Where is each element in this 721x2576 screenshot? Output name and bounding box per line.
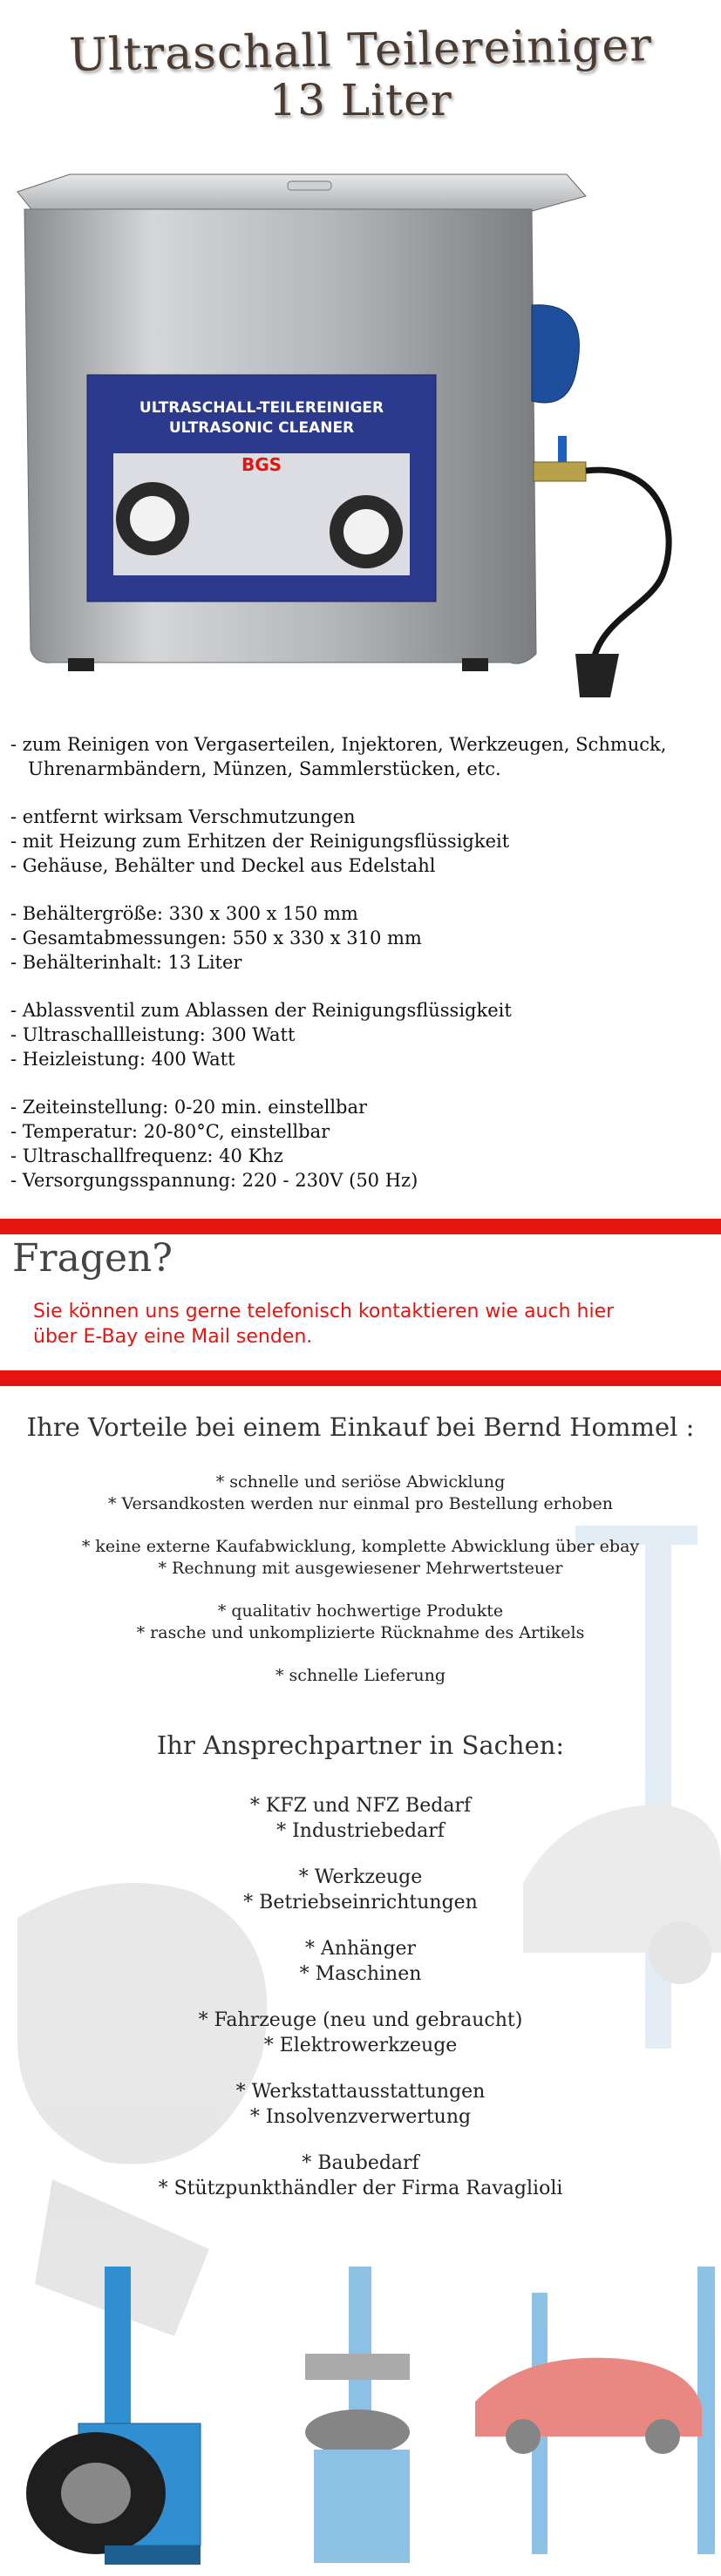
feature-item: - Gehäuse, Behälter und Deckel aus Edelstahl [10,855,436,876]
fragen-line: über E-Bay eine Mail senden. [33,1326,313,1348]
partner-item: * Werkstattausstattungen [235,2081,486,2103]
partner-item: * Baubedarf [302,2152,419,2174]
vorteil-item: * schnelle Lieferung [275,1666,446,1685]
brand-logo: BGS [241,454,282,475]
partner-item: * Fahrzeuge (neu und gebraucht) [198,2009,523,2031]
feature-item: - Gesamtabmessungen: 550 x 330 x 310 mm [10,928,422,948]
fragen-text [33,1299,614,1349]
page-title-line1: Ultraschall Teilereiniger [68,19,653,82]
feature-item: - Ultraschallleistung: 300 Watt [10,1024,296,1045]
fragen-line: Sie können uns gerne telefonisch kontaktieren wie auch hier [33,1301,615,1322]
page-title-line2: 13 Liter [269,75,452,126]
vorteile-list [0,1472,721,1687]
partner-item: * Werkzeuge [298,1866,423,1888]
partner-list [0,1793,721,2201]
partner-item: * Maschinen [299,1963,422,1985]
feature-item: Uhrenarmbändern, Münzen, Sammlerstücken, etc. [10,758,501,779]
ultrasonic-cleaner-image [0,166,721,697]
feature-item: - Temperatur: 20-80°C, einstellbar [10,1121,330,1142]
vorteil-item: * qualitativ hochwertige Produkte [217,1601,504,1621]
fragen-heading: Fragen? [12,1236,173,1281]
panel-label-en: ULTRASONIC CLEANER [168,419,355,437]
feature-item: - Behältergröße: 330 x 300 x 150 mm [10,903,358,924]
workshop-machines-image [0,2249,721,2576]
partner-item: * Stützpunkthändler der Firma Ravaglioli [158,2178,563,2199]
vorteil-item: * Rechnung mit ausgewiesener Mehrwertsteuer [158,1559,563,1578]
partner-item: * Betriebseinrichtungen [243,1892,478,1913]
partner-item: * Anhänger [304,1938,417,1960]
feature-list [10,732,717,1193]
vorteile-heading: Ihre Vorteile bei einem Einkauf bei Bernd Hommel : [26,1412,695,1442]
feature-item: - zum Reinigen von Vergaserteilen, Injektoren, Werkzeugen, Schmuck, [10,734,667,755]
feature-item: - mit Heizung zum Erhitzen der Reinigungsflüssigkeit [10,831,510,852]
feature-item: - Behälterinhalt: 13 Liter [10,952,242,973]
feature-item: - Ablassventil zum Ablassen der Reinigungsflüssigkeit [10,1000,512,1021]
partner-item: * Elektrowerkzeuge [263,2035,458,2056]
vorteil-item: * schnelle und seriöse Abwicklung [215,1472,506,1492]
partner-item: * KFZ und NFZ Bedarf [249,1795,472,1817]
feature-item: - Heizleistung: 400 Watt [10,1049,235,1070]
partner-item: * Industriebedarf [276,1820,445,1842]
feature-item: - entfernt wirksam Verschmutzungen [10,806,356,827]
feature-item: - Versorgungsspannung: 220 - 230V (50 Hz) [10,1170,418,1191]
feature-item: - Ultraschallfrequenz: 40 Khz [10,1145,283,1166]
partner-heading: Ihr Ansprechpartner in Sachen: [156,1730,565,1760]
vorteil-item: * rasche und unkomplizierte Rücknahme des Artikels [136,1623,585,1642]
divider-top [0,1219,721,1234]
feature-item: - Zeiteinstellung: 0-20 min. einstellbar [10,1097,368,1118]
vorteil-item: * keine externe Kaufabwicklung, komplette Abwicklung über ebay [81,1537,640,1556]
partner-item: * Insolvenzverwertung [249,2106,472,2128]
panel-label-de: ULTRASCHALL-TEILEREINIGER [139,399,384,417]
vorteil-item: * Versandkosten werden nur einmal pro Bestellung erhoben [107,1494,614,1513]
divider-bottom [0,1370,721,1386]
